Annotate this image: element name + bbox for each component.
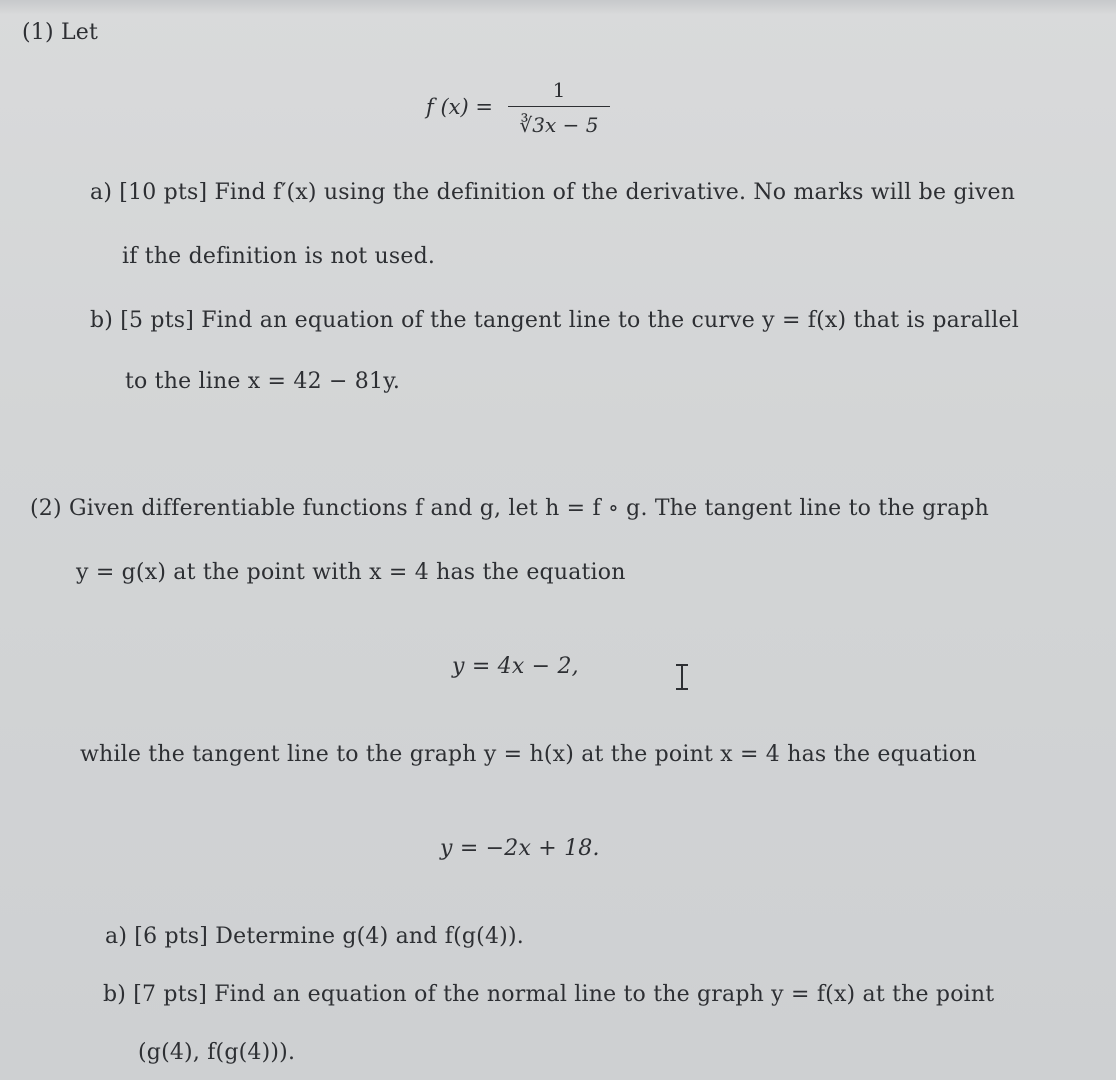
problem-2-line-1: (2) Given differentiable functions f and g, let h = f ∘ g. The tangent line to the graph bbox=[30, 496, 990, 521]
problem-2-line-3: while the tangent line to the graph y = h(x) at the point x = 4 has the equation bbox=[80, 742, 977, 767]
problem-2-line-2: y = g(x) at the point with x = 4 has the equation bbox=[76, 560, 626, 585]
problem-1-heading: (1) Let bbox=[22, 20, 99, 45]
problem-1-part-a-line-2: if the definition is not used. bbox=[122, 244, 436, 269]
problem-1-part-b-line-1: b) [5 pts] Find an equation of the tangent line to the curve y = f(x) that is parallel bbox=[90, 308, 1019, 333]
page-top-edge bbox=[0, 0, 1116, 14]
problem-2-part-b-line-2: (g(4), f(g(4))). bbox=[138, 1040, 296, 1065]
function-lhs: f (x) = bbox=[426, 95, 493, 119]
fraction-numerator: 1 bbox=[552, 78, 566, 102]
fraction-denominator: ∛3x − 5 bbox=[519, 113, 599, 137]
text-cursor-icon bbox=[673, 662, 691, 692]
tangent-equation-g: y = 4x − 2, bbox=[452, 654, 579, 679]
problem-2-part-a: a) [6 pts] Determine g(4) and f(g(4)). bbox=[105, 924, 524, 949]
problem-1-part-b-line-2: to the line x = 42 − 81y. bbox=[125, 369, 401, 394]
function-fraction bbox=[508, 78, 610, 137]
problem-1-part-a-line-1: a) [10 pts] Find f′(x) using the definition of the derivative. No marks will be given bbox=[90, 180, 1016, 205]
problem-2-part-b-line-1: b) [7 pts] Find an equation of the normal line to the graph y = f(x) at the point bbox=[103, 982, 995, 1007]
tangent-equation-h: y = −2x + 18. bbox=[440, 836, 600, 861]
